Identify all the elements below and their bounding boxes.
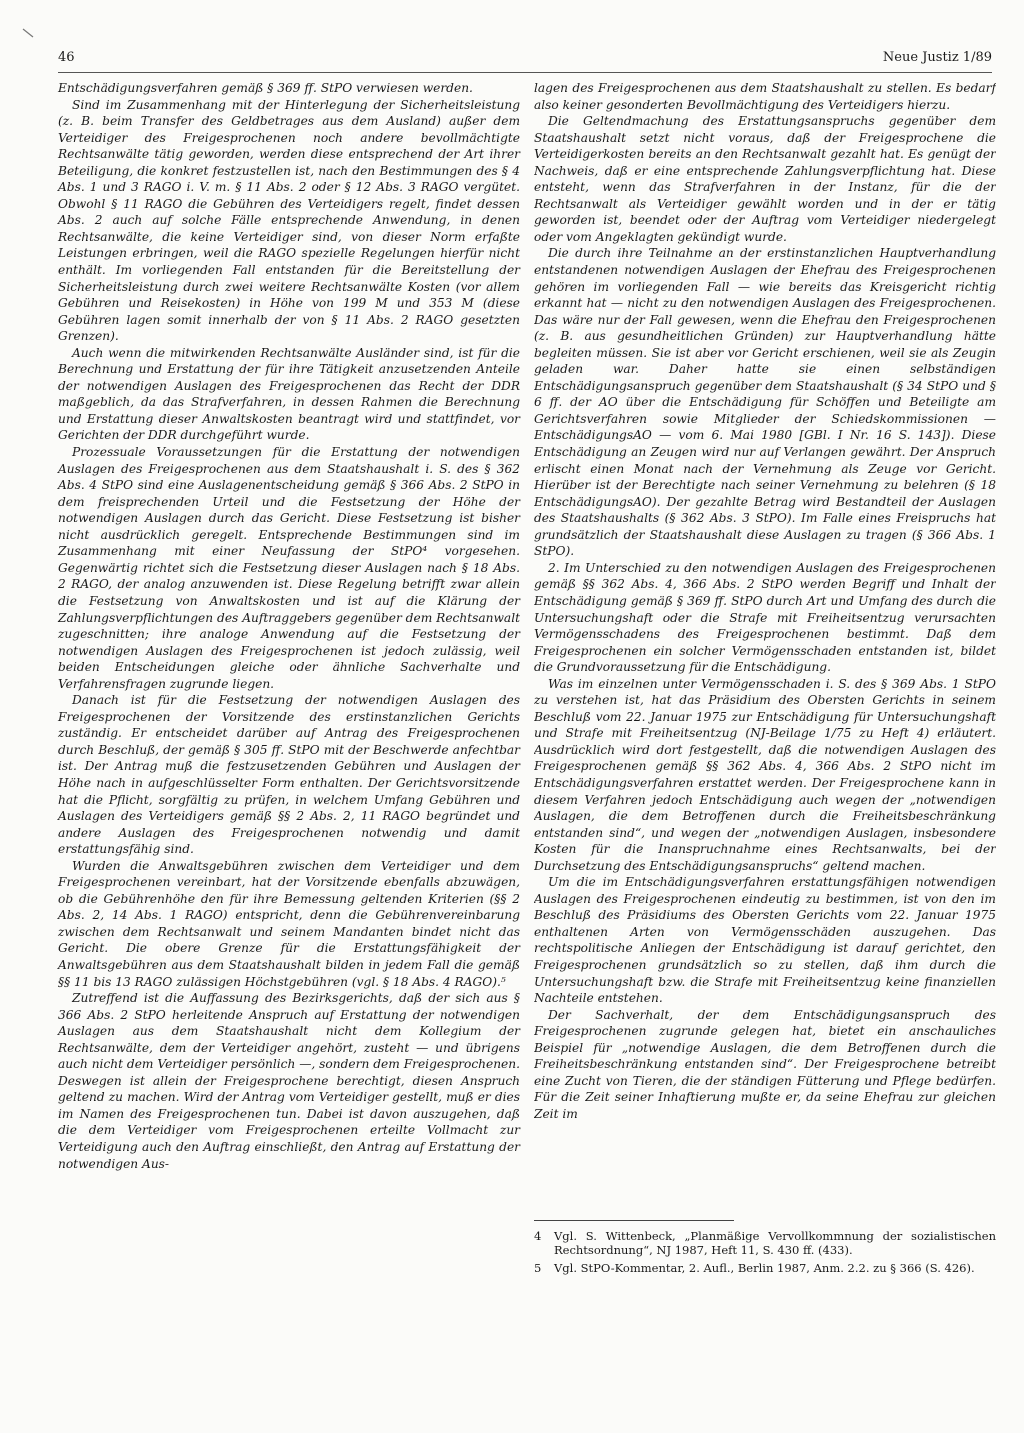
footnote-number: 5 (534, 1261, 542, 1275)
journal-title: Neue Justiz 1/89 (882, 50, 992, 65)
paragraph: Auch wenn die mitwirkenden Rechtsanwälte Ausländer sind, ist für die Berechnung und Erstattung der für ihre Tätigkeit anzusetzenden Anteile der notwendigen Auslagen des Freigesprochenen das Recht der DDR maßgeblich, da das Strafverfahren, in dessen Rahmen die Berechnung und Erstattung dieser Anwaltskosten beantragt wird und stattfindet, vor Gerichten der DDR durchgeführt wurde. (58, 345, 520, 443)
footnote-text: Vgl. StPO-Kommentar, 2. Aufl., Berlin 1987, Anm. 2.2. zu § 366 (S. 426). (554, 1261, 975, 1275)
paragraph: Um die im Entschädigungsverfahren erstattungsfähigen notwendigen Auslagen des Freigesprochenen eindeutig zu bestimmen, ist von den im Beschluß des Präsidiums des Obersten Gerichts vom 22. Januar 1975 enthaltenen Arten von Vermögensschäden auszugehen. Das rechtspolitische Anliegen der Entschädigung ist darauf gerichtet, den Freigesprochenen grundsätzlich so zu stellen, daß ihm durch die Untersuchungshaft bzw. die Strafe mit Freiheitsentzug keine finanziellen Nachteile entstehen. (534, 875, 996, 1006)
scan-mark-icon (22, 28, 34, 40)
page-header (58, 48, 992, 73)
left-column (58, 80, 520, 1172)
footnote-number: 4 (534, 1229, 542, 1243)
paragraph: Sind im Zusammenhang mit der Hinterlegung der Sicherheitsleistung (z. B. beim Transfer des Geldbetrages aus dem Ausland) außer dem Verteidiger des Freigesprochenen noch andere bevollmächtigte Rechtsanwälte tätig geworden, werden diese entsprechend der Art ihrer Beteiligung, die konkret festzustellen ist, nach den Bestimmungen des § 4 Abs. 1 und 3 RAGO i. V. m. § 11 Abs. 2 oder § 12 Abs. 3 RAGO vergütet. Obwohl § 11 RAGO die Gebühren des Verteidigers regelt, findet dessen Abs. 2 auch auf solche Fälle entsprechende Anwendung, in denen Rechtsanwälte, die keine Verteidiger sind, von dieser Norm erfaßte Leistungen erbringen, weil die RAGO spezielle Regelungen hierfür nicht enthält. Im vorliegenden Fall entstanden für die Bereitstellung der Sicherheitsleistung durch zwei weitere Rechtsanwälte Kosten (vor allem Gebühren und Reisekosten) in Höhe von 199 M und 353 M (diese Gebühren lagen somit innerhalb der von § 11 Abs. 2 RAGO gesetzten Grenzen). (58, 97, 520, 344)
paragraph: Entschädigungsverfahren gemäß § 369 ff. StPO verwiesen werden. (58, 81, 473, 95)
right-column (534, 80, 996, 1279)
paragraph: Danach ist für die Festsetzung der notwendigen Auslagen des Freigesprochenen der Vorsitzende des erstinstanzlichen Gerichts zuständig. Er entscheidet darüber auf Antrag des Freigesprochenen durch Beschluß, der gemäß § 305 ff. StPO mit der Beschwerde anfechtbar ist. Der Antrag muß die festzusetzenden Gebühren und Auslagen der Höhe nach in aufgeschlüsselter Form enthalten. Der Gerichtsvorsitzende hat die Pflicht, sorgfältig zu prüfen, in welchem Umfang Gebühren und Auslagen des Verteidigers gemäß §§ 2 Abs. 2, 11 RAGO begründet und andere Auslagen des Freigesprochenen notwendig und damit erstattungsfähig sind. (58, 693, 520, 857)
paragraph: lagen des Freigesprochenen aus dem Staatshaushalt zu stellen. Es bedarf also keiner gesonderten Bevollmächtigung des Verteidigers hierzu. (534, 81, 996, 112)
paragraph: Wurden die Anwaltsgebühren zwischen dem Verteidiger und dem Freigesprochenen vereinbart, hat der Vorsitzende ebenfalls abzuwägen, ob die Gebührenhöhe den für ihre Bemessung geltenden Kriterien (§§ 2 Abs. 2, 14 Abs. 1 RAGO) entspricht, denn die Gebührenvereinbarung zwischen dem Rechtsanwalt und seinem Mandanten bindet nicht das Gericht. Die obere Grenze für die Erstattungsfähigkeit der Anwaltsgebühren aus dem Staatshaushalt bilden in jedem Fall die gemäß §§ 11 bis 13 RAGO zulässigen Höchstgebühren (vgl. § 18 Abs. 4 RAGO).⁵ (58, 858, 520, 989)
paragraph: Zutreffend ist die Auffassung des Bezirksgerichts, daß der sich aus § 366 Abs. 2 StPO herleitende Anspruch auf Erstattung der notwendigen Auslagen aus dem Staatshaushalt nicht dem Kollegium der Rechtsanwälte, dem der Verteidiger angehört, zusteht — und übrigens auch nicht dem Verteidiger persönlich —, sondern dem Freigesprochenen. Deswegen ist allein der Freigesprochene berechtigt, diesen Anspruch geltend zu machen. Wird der Antrag vom Verteidiger gestellt, muß er dies im Namen des Freigesprochenen tun. Dabei ist davon auszugehen, daß die dem Verteidiger vom Freigesprochenen erteilte Vollmacht zur Verteidigung auch den Auftrag einschließt, den Antrag auf Erstattung der notwendigen Aus- (58, 991, 520, 1171)
paragraph: Der Sachverhalt, der dem Entschädigungsanspruch des Freigesprochenen zugrunde gelegen hat, bietet ein anschauliches Beispiel für „notwendige Auslagen, die dem Betroffenen durch die Freiheitsbeschränkung entstanden sind“. Der Freigesprochene betreibt eine Zucht von Tieren, die der ständigen Fütterung und Pflege bedürfen. Für die Zeit seiner Inhaftierung mußte er, da seine Ehefrau zur gleichen Zeit im (534, 1007, 996, 1121)
right-column-body (534, 80, 996, 1210)
paragraph: Prozessuale Voraussetzungen für die Erstattung der notwendigen Auslagen des Freigesprochenen aus dem Staatshaushalt i. S. des § 362 Abs. 4 StPO sind eine Auslagenentscheidung gemäß § 366 Abs. 2 StPO in dem freisprechenden Urteil und die Festsetzung der Höhe der notwendigen Auslagen durch das Gericht. Diese Festsetzung ist bisher nicht ausdrücklich geregelt. Entsprechende Bestimmungen sind im Zusammenhang mit einer Neufassung der StPO⁴ vorgesehen. Gegenwärtig richtet sich die Festsetzung dieser Auslagen nach § 18 Abs. 2 RAGO, der analog anzuwenden ist. Diese Regelung betrifft zwar allein die Festsetzung von Anwaltskosten und ist auf die Klärung der Zahlungsverpflichtungen des Auftraggebers gegenüber dem Rechtsanwalt zugeschnitten; ihre analoge Anwendung auf die Festsetzung der notwendigen Auslagen des Freigesprochenen ist jedoch zulässig, weil beiden Entscheidungen gleiche oder ähnliche Sachverhalte und Verfahrensfragen zugrunde liegen. (58, 445, 520, 691)
footnote-text: Vgl. S. Wittenbeck, „Planmäßige Vervollkommnung der sozialistischen Rechtsordnung“, NJ 1987, Heft 11, S. 430 ff. (433). (554, 1229, 996, 1257)
paragraph: 2. Im Unterschied zu den notwendigen Auslagen des Freigesprochenen gemäß §§ 362 Abs. 4, 366 Abs. 2 StPO werden Begriff und Inhalt der Entschädigung gemäß § 369 ff. StPO durch Art und Umfang des durch die Untersuchungshaft oder die Strafe mit Freiheitsentzug verursachten Vermögensschadens des Freigesprochenen bestimmt. Daß dem Freigesprochenen ein solcher Vermögensschaden entstanden ist, bildet die Grundvoraussetzung für die Entschädigung. (534, 560, 996, 675)
page-number: 46 (58, 50, 75, 65)
footnote-divider (534, 1220, 734, 1221)
paragraph: Die Geltendmachung des Erstattungsanspruchs gegenüber dem Staatshaushalt setzt nicht voraus, daß der Freigesprochene die Verteidigerkosten bereits an den Rechtsanwalt gezahlt hat. Es genügt der Nachweis, daß er eine entsprechende Zahlungsverpflichtung hat. Diese entsteht, wenn das Strafverfahren in der Instanz, für die der Rechtsanwalt als Verteidiger gewählt worden und in der er tätig geworden ist, beendet oder der Auftrag vom Verteidiger niedergelegt oder vom Angeklagten gekündigt wurde. (534, 114, 996, 244)
paragraph: Die durch ihre Teilnahme an der erstinstanzlichen Hauptverhandlung entstandenen notwendigen Auslagen der Ehefrau des Freigesprochenen gehören im vorliegenden Fall — wie bereits das Kreisgericht richtig erkannt hat — nicht zu den notwendigen Auslagen des Freigesprochenen. Das wäre nur der Fall gewesen, wenn die Ehefrau den Freigesprochenen (z. B. aus gesundheitlichen Gründen) zur Hauptverhandlung hätte begleiten müssen. Sie ist aber vor Gericht erschienen, weil sie als Zeugin geladen war. Daher hatte sie einen selbständigen Entschädigungsanspruch gegenüber dem Staatshaushalt (§ 34 StPO und § 6 ff. der AO über die Entschädigung für Schöffen und Beteiligte am Gerichtsverfahren sowie Mitglieder der Schiedskommissionen — EntschädigungsAO — vom 6. Mai 1980 [GBl. I Nr. 16 S. 143]). Diese Entschädigung an Zeugen wird nur auf Verlangen gewährt. Der Anspruch erlischt einen Monat nach der Vernehmung als Zeuge vor Gericht. Hierüber ist der Berechtigte nach seiner Vernehmung zu belehren (§ 18 EntschädigungsAO). Der gezahlte Betrag wird Bestandteil der Auslagen des Staatshaushalts (§ 362 Abs. 3 StPO). Im Falle eines Freispruchs hat grundsätzlich der Staatshaushalt diese Auslagen zu tragen (§ 366 Abs. 1 StPO). (534, 246, 996, 559)
paragraph: Was im einzelnen unter Vermögensschaden i. S. des § 369 Abs. 1 StPO zu verstehen ist, hat das Präsidium des Obersten Gerichts in seinem Beschluß vom 22. Januar 1975 zur Entschädigung für Untersuchungshaft und Strafe mit Freiheitsentzug (NJ-Beilage 1/75 zu Heft 4) erläutert. Ausdrücklich wird dort festgestellt, daß die notwendigen Auslagen des Freigesprochenen gemäß §§ 362 Abs. 4, 366 Abs. 2 StPO nicht im Entschädigungsverfahren erstattet werden. Der Freigesprochene kann in diesem Verfahren jedoch Entschädigung auch wegen der „notwendigen Auslagen, die dem Betroffenen durch die Freiheitsbeschränkung entstanden sind“, und wegen der „notwendigen Auslagen, insbesondere Kosten für die Inanspruchnahme eines Rechtsanwalts, bei der Durchsetzung des Entschädigungsanspruchs“ geltend machen. (534, 676, 996, 873)
footnote (534, 1261, 996, 1275)
footnote (534, 1229, 996, 1257)
